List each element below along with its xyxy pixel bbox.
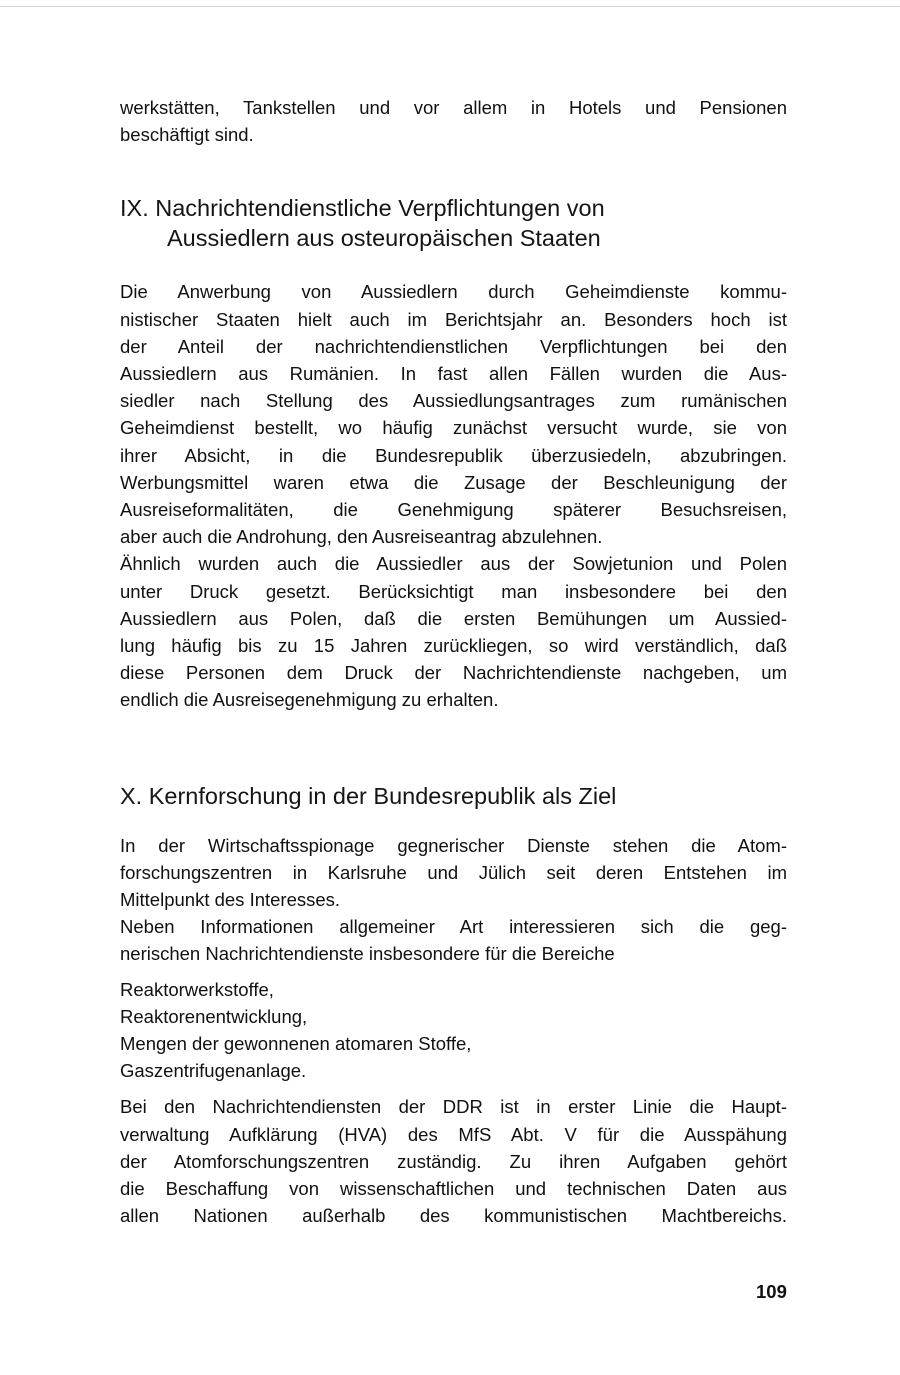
paragraph-line: verwaltung Aufklärung (HVA) des MfS Abt. V für die Ausspähung	[120, 1123, 787, 1145]
section-ix-heading	[120, 193, 787, 253]
section-x-paragraph-2	[120, 913, 787, 967]
paragraph-line: nerischen Nachrichtendienste insbesondere für die Bereiche	[120, 943, 615, 965]
paragraph-line: die Beschaffung von wissenschaftlichen und technischen Daten aus	[120, 1178, 787, 1200]
paragraph-line: lung häufig bis zu 15 Jahren zurückliegen, so wird verständlich, daß	[120, 635, 787, 657]
intro-paragraph	[120, 94, 787, 148]
paragraph-line: der Anteil der nachrichtendienstlichen Verpflichtungen bei den	[120, 335, 787, 357]
section-ix-paragraph-2	[120, 550, 787, 713]
paragraph-line: Neben Informationen allgemeiner Art interessieren sich die geg-	[120, 916, 787, 938]
paragraph-line: diese Personen dem Druck der Nachrichtendienste nachgeben, um	[120, 662, 787, 684]
paragraph-line: der Atomforschungszentren zuständig. Zu ihren Aufgaben gehört	[120, 1150, 787, 1172]
paragraph-line: unter Druck gesetzt. Berücksichtigt man insbesondere bei den	[120, 580, 787, 602]
section-x-paragraph-1	[120, 832, 787, 914]
list-item: Mengen der gewonnenen atomaren Stoffe,	[120, 1033, 472, 1055]
paragraph-line: Geheimdienst bestellt, wo häufig zunächst versucht wurde, sie von	[120, 417, 787, 439]
paragraph-line: aber auch die Androhung, den Ausreiseantrag abzulehnen.	[120, 526, 603, 548]
section-ix-heading-line: IX. Nachrichtendienstliche Verpflichtungen von	[120, 195, 605, 222]
paragraph-line: Aussiedlern aus Rumänien. In fast allen Fällen wurden die Aus-	[120, 363, 787, 385]
section-ix-paragraph-1	[120, 278, 787, 550]
paragraph-line: forschungszentren in Karlsruhe und Jülich seit deren Entstehen im	[120, 861, 787, 883]
paragraph-line: ihrer Absicht, in die Bundesrepublik überzusiedeln, abzubringen.	[120, 444, 787, 466]
paragraph-line: Werbungsmittel waren etwa die Zusage der Beschleunigung der	[120, 471, 787, 493]
paragraph-line: endlich die Ausreisegenehmigung zu erhalten.	[120, 689, 499, 711]
paragraph-line: Die Anwerbung von Aussiedlern durch Geheimdienste kommu-	[120, 281, 787, 303]
page-number: 109	[756, 1281, 787, 1302]
section-x-paragraph-3	[120, 1093, 787, 1229]
section-ix-heading-line: Aussiedlern aus osteuropäischen Staaten	[167, 225, 601, 252]
paragraph-line: allen Nationen außerhalb des kommunistischen Machtbereichs.	[120, 1205, 787, 1227]
paragraph-line: In der Wirtschaftsspionage gegnerischer Dienste stehen die Atom-	[120, 834, 787, 856]
scan-top-edge	[0, 6, 900, 7]
paragraph-line: Aussiedlern aus Polen, daß die ersten Bemühungen um Aussied-	[120, 607, 787, 629]
paragraph-line: Ausreiseformalitäten, die Genehmigung späterer Besuchsreisen,	[120, 499, 787, 521]
paragraph-line: Mittelpunkt des Interesses.	[120, 889, 341, 911]
paragraph-line: Ähnlich wurden auch die Aussiedler aus der Sowjetunion und Polen	[120, 553, 787, 575]
document-page	[120, 94, 787, 1230]
paragraph-line: Bei den Nachrichtendiensten der DDR ist in erster Linie die Haupt-	[120, 1096, 787, 1118]
list-item: Reaktorenentwicklung,	[120, 1005, 308, 1027]
paragraph-line: nistischer Staaten hielt auch im Berichtsjahr an. Besonders hoch ist	[120, 308, 787, 330]
section-x-heading: X. Kernforschung in der Bundesrepublik als Ziel	[120, 782, 617, 809]
paragraph-line: siedler nach Stellung des Aussiedlungsantrages zum rumänischen	[120, 390, 787, 412]
list-item: Gaszentrifugenanlage.	[120, 1060, 307, 1082]
intro-line: werkstätten, Tankstellen und vor allem in Hotels und Pensionen	[120, 97, 787, 118]
research-areas-list	[120, 976, 787, 1085]
intro-line: beschäftigt sind.	[120, 124, 254, 146]
list-item: Reaktorwerkstoffe,	[120, 978, 274, 1000]
